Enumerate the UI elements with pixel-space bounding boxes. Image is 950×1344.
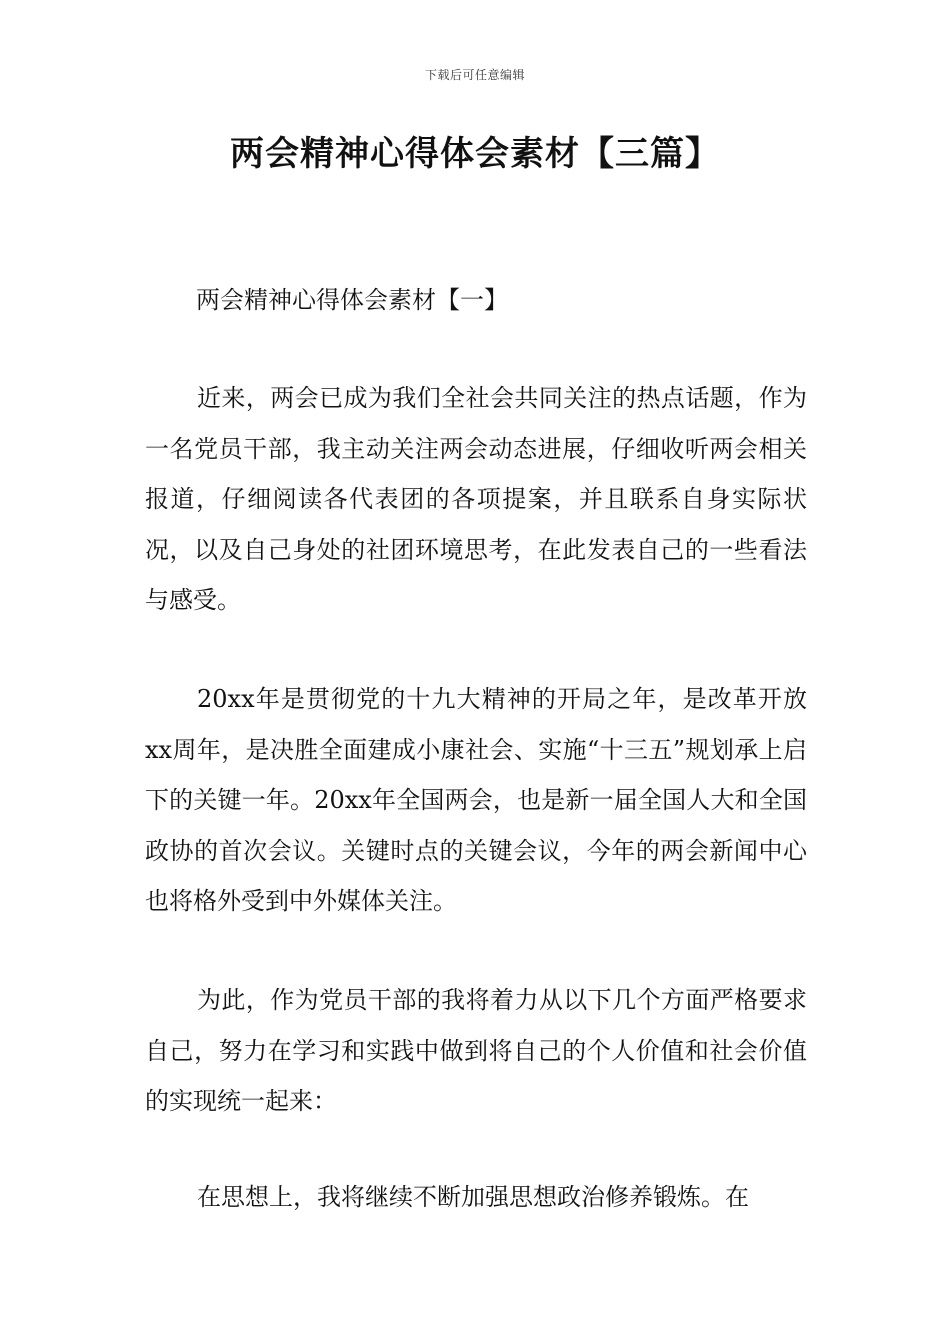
header-note: 下载后可任意编辑 xyxy=(424,68,525,82)
paragraph-2: 20xx年是贯彻党的十九大精神的开局之年，是改革开放xx周年，是决胜全面建成小康社会、实施“十三五”规划承上启下的关键一年。20xx年全国两会，也是新一届全国人大和全国政协的首次会议。关键时点的关键会议，今年的两会新闻中心也将格外受到中外媒体关注。 xyxy=(145,685,807,915)
paragraph-4: 在思想上，我将继续不断加强思想政治修养锻炼。在 xyxy=(197,1183,749,1211)
section-heading: 两会精神心得体会素材【一】 xyxy=(196,286,508,314)
paragraph-1: 近来，两会已成为我们全社会共同关注的热点话题，作为一名党员干部，我主动关注两会动态进展，仔细收听两会相关报道，仔细阅读各代表团的各项提案，并且联系自身实际状况，以及自己身处的社团环境思考，在此发表自己的一些看法与感受。 xyxy=(145,384,807,614)
document-title: 两会精神心得体会素材【三篇】 xyxy=(230,134,720,174)
paragraph-3: 为此，作为党员干部的我将着力从以下几个方面严格要求自己，努力在学习和实践中做到将自己的个人价值和社会价值的实现统一起来： xyxy=(145,986,807,1115)
